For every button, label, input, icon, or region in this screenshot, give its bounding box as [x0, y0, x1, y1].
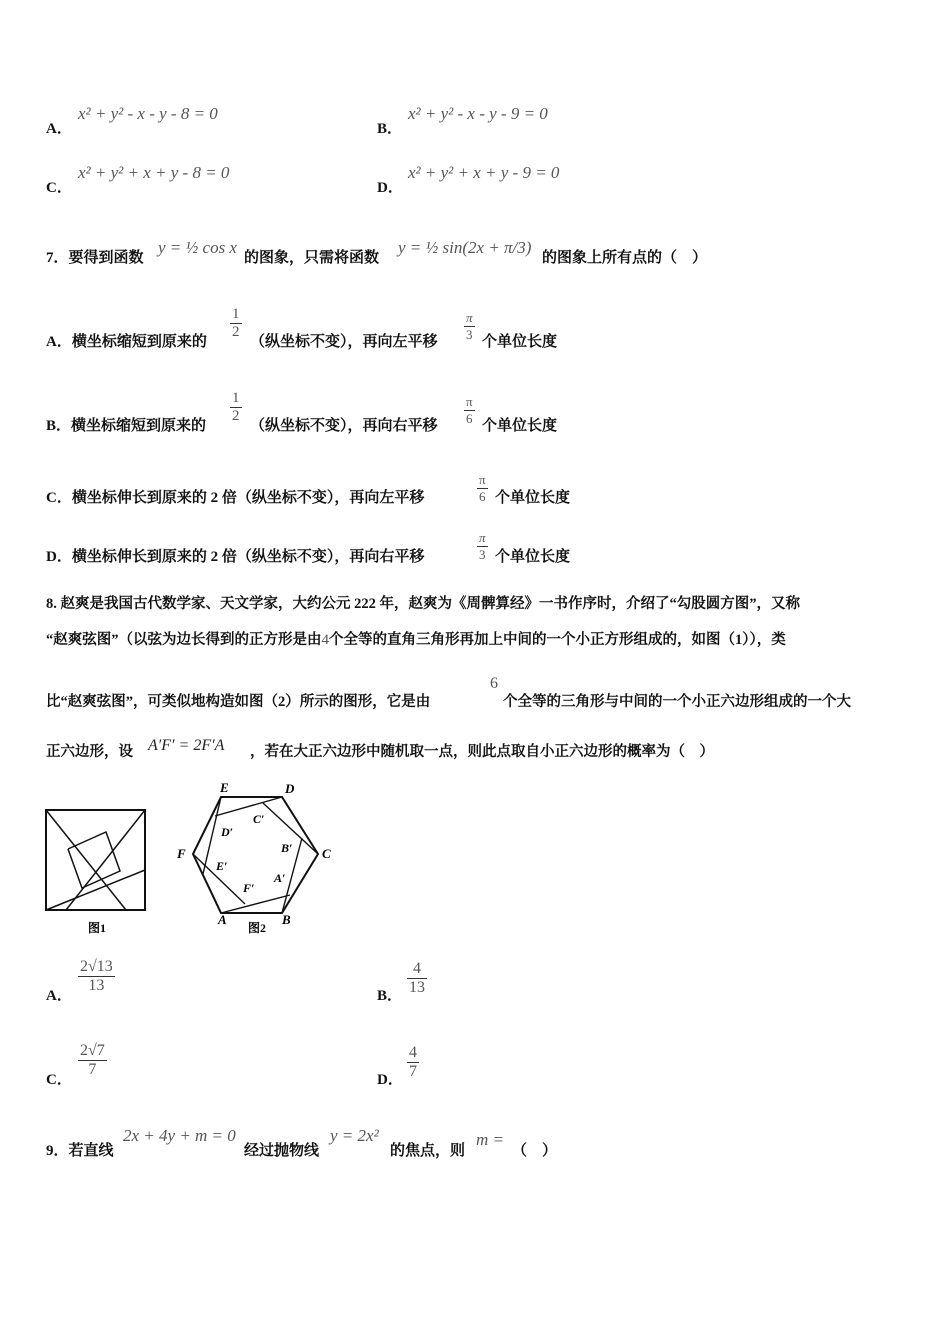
q6-option-c-eq: x² + y² + x + y - 8 = 0: [78, 163, 230, 182]
label-D: D: [285, 781, 295, 796]
q8-line1: 8. 赵爽是我国古代数学家、天文学家，大约公元 222 年，赵爽为《周髀算经》一书作序时，介绍了“勾股圆方图”，又称: [46, 596, 800, 612]
q7-option-a-shift: $\frac{\pi}{3}$: [466, 310, 473, 342]
q8-line3b: 个全等的三角形与中间的一个小正六边形组成的一个大: [503, 694, 851, 710]
q7-option-c: C．横坐标伸长到原来的 2 倍（纵坐标不变），再向左平移: [46, 490, 425, 506]
q8-option-d-label: D．: [377, 1072, 403, 1088]
q8-line3-num: 6: [490, 675, 498, 692]
q7-option-b-post: 个单位长度: [482, 418, 558, 434]
q7-option-b-shift: $\frac{\pi}{6}$: [466, 394, 473, 426]
label-D-prime: D′: [221, 825, 234, 839]
triangle-line-3: [66, 810, 145, 910]
figure-1-diagram: [40, 800, 155, 940]
label-F: F: [177, 846, 186, 861]
label-A: A: [218, 912, 227, 927]
q7-option-a-mid: （纵坐标不变），再向左平移: [250, 334, 438, 350]
q8-line4-eq: A′F′ = 2F′A: [148, 737, 225, 754]
label-F-prime: F′: [243, 881, 255, 895]
q7-option-b-factor: $\frac{1}{2}$: [232, 390, 240, 424]
q7-option-a-factor: $\frac{1}{2}$: [232, 306, 240, 340]
label-E-prime: E′: [216, 859, 228, 873]
q7-option-b-mid: （纵坐标不变），再向右平移: [250, 418, 438, 434]
q6-option-c-label: C．: [46, 180, 72, 196]
q9-text-b: 经过抛物线: [244, 1143, 320, 1159]
q8-line3a: 比“赵爽弦图”，可类似地构造如图（2）所示的图形，它是由: [46, 694, 431, 710]
q6-option-d-eq: x² + y² + x + y - 9 = 0: [408, 163, 560, 182]
figure-2-caption: 图2: [248, 921, 267, 935]
q7-option-a: A．横坐标缩短到原来的: [46, 334, 207, 350]
q7-stem: 7．要得到函数: [46, 250, 144, 266]
q9-line-eq: 2x + 4y + m = 0: [123, 1126, 236, 1145]
triangle-line-2: [46, 870, 145, 910]
q7-text-b: 的图象，只需将函数: [244, 250, 380, 266]
q9-stem: 9．若直线: [46, 1143, 114, 1159]
label-B: B: [282, 912, 291, 927]
q7-option-d: D．横坐标伸长到原来的 2 倍（纵坐标不变），再向右平移: [46, 549, 425, 565]
figure-1-caption: 图1: [88, 921, 107, 935]
q6-option-b-label: B．: [377, 121, 403, 137]
q8-option-c-value: $\frac{2√7}{7}$: [80, 1042, 105, 1078]
q7-option-c-shift: $\frac{\pi}{6}$: [479, 472, 486, 504]
label-C-prime: C′: [253, 812, 265, 826]
q8-option-a-label: A．: [46, 988, 72, 1004]
q8-option-a-value: $\frac{2√13}{13}$: [80, 958, 113, 994]
q7-option-b: B．横坐标缩短到原来的: [46, 418, 207, 434]
label-A-prime: A′: [274, 871, 286, 885]
q9-text-c: 的焦点，则: [390, 1143, 466, 1159]
q8-option-b-value: $\frac{4}{13}$: [409, 960, 425, 996]
q7-option-c-post: 个单位长度: [495, 490, 571, 506]
q8-option-b-label: B．: [377, 988, 403, 1004]
q8-line4a: 正六边形，设: [46, 744, 133, 760]
label-C: C: [322, 846, 331, 861]
q9-text-d: （ ）: [512, 1143, 558, 1159]
q8-option-c-label: C．: [46, 1072, 72, 1088]
q6-option-b-eq: x² + y² - x - y - 9 = 0: [408, 104, 548, 123]
label-E: E: [220, 780, 229, 795]
outer-square: [46, 810, 145, 910]
triangle-line-1: [46, 810, 126, 910]
q9-m-eq: m =: [476, 1130, 504, 1149]
q7-func1: y = ½ cos x: [158, 238, 237, 257]
q7-option-d-shift: $\frac{\pi}{3}$: [479, 530, 486, 562]
q7-text-c: 的图象上所有点的（ ）: [542, 250, 708, 266]
figure-2-diagram: [170, 778, 340, 938]
q7-option-d-post: 个单位长度: [495, 549, 571, 565]
q6-option-a-label: A．: [46, 121, 72, 137]
q8-option-d-value: $\frac{4}{7}$: [409, 1044, 417, 1080]
label-B-prime: B′: [281, 841, 293, 855]
q8-line4b: ，若在大正六边形中随机取一点，则此点取自小正六边形的概率为（ ）: [250, 744, 714, 760]
q7-option-a-post: 个单位长度: [482, 334, 558, 350]
q8-line2: “赵爽弦图”（以弦为边长得到的正方形是由4个全等的直角三角形再加上中间的一个小正方形组成的，如图（1）），类: [46, 632, 786, 648]
q6-option-a-eq: x² + y² - x - y - 8 = 0: [78, 104, 218, 123]
inner-square: [68, 832, 120, 888]
q7-func2: y = ½ sin(2x + π/3): [398, 238, 532, 257]
q6-option-d-label: D．: [377, 180, 403, 196]
q9-parabola-eq: y = 2x²: [330, 1126, 379, 1145]
